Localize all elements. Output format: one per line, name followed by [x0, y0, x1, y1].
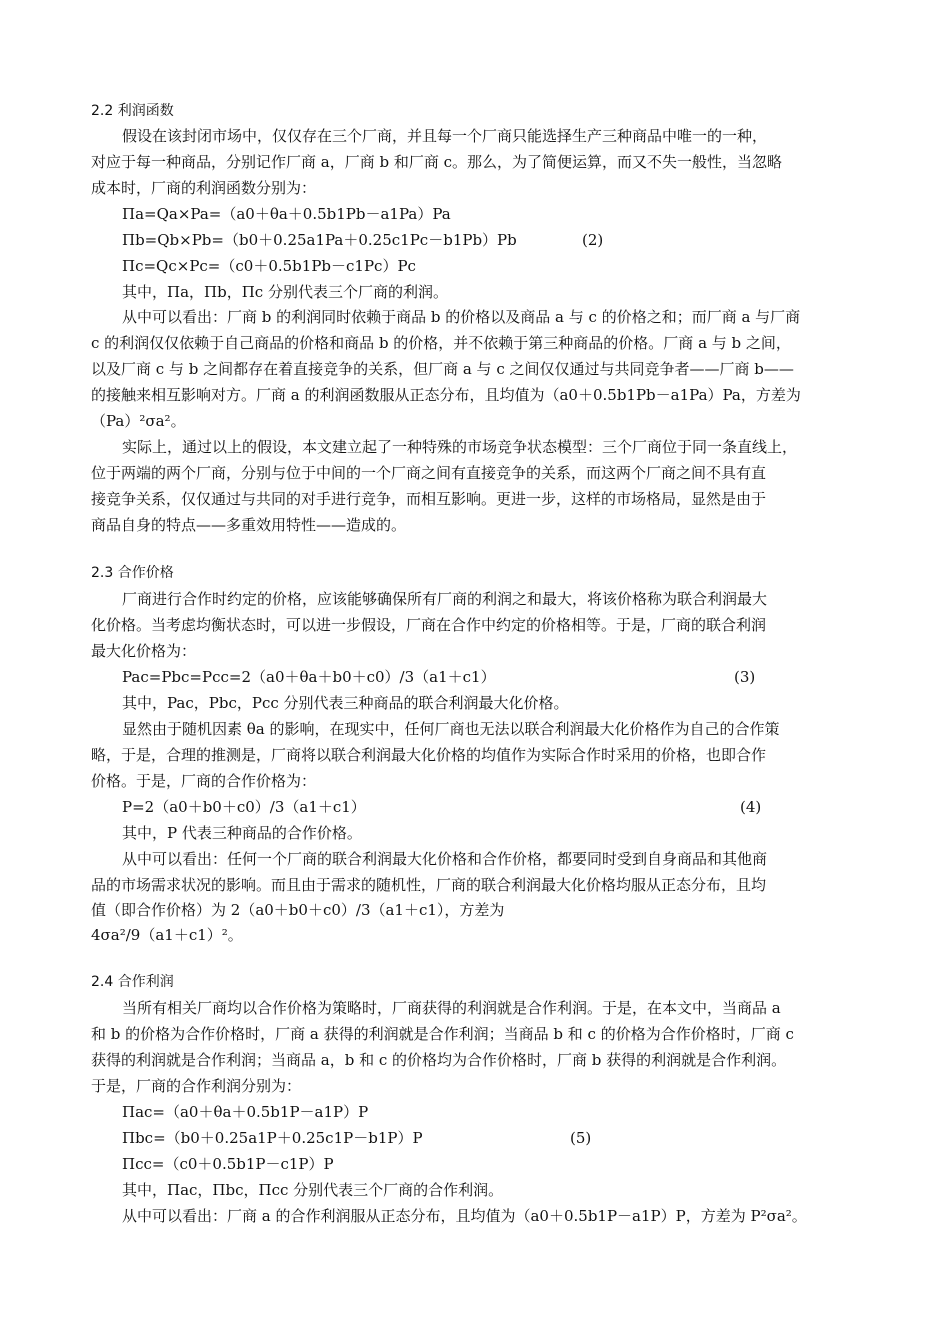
paragraph-line: 以及厂商 c 与 b 之间都存在着直接竞争的关系，但厂商 a 与 c 之间仅仅通过与共同竞争者——厂商 b—— — [91, 360, 794, 378]
paragraph-line: 位于两端的两个厂商，分别与位于中间的一个厂商之间有直接竞争的关系，而这两个厂商之间不具有直 — [91, 464, 767, 482]
paragraph-line: 当所有相关厂商均以合作价格为策略时，厂商获得的利润就是合作利润。于是，在本文中，当商品 a — [122, 999, 781, 1017]
equation: Πc=Qc×Pc=（c0＋0.5b1Pb－c1Pc）Pc — [122, 257, 416, 275]
paragraph-line: 从中可以看出：厂商 a 的合作利润服从正态分布，且均值为（a0＋0.5b1P－a1P）P，方差为 P²σa²。 — [122, 1207, 807, 1225]
paragraph-line: 假设在该封闭市场中，仅仅存在三个厂商，并且每一个厂商只能选择生产三种商品中唯一的一种， — [122, 127, 768, 145]
section-heading: 2.2 利润函数 — [91, 103, 174, 119]
paragraph-line: 的接触来相互影响对方。厂商 a 的利润函数服从正态分布，且均值为（a0＋0.5b1Pb－a1Pa）Pa，方差为 — [91, 386, 801, 404]
paragraph-line: c 的利润仅仅依赖于自己商品的价格和商品 b 的价格，并不依赖于第三种商品的价格。厂商 a 与 b 之间， — [91, 334, 791, 352]
paragraph-line: 显然由于随机因素 θa 的影响，在现实中，任何厂商也无法以联合利润最大化价格作为自己的合作策 — [122, 720, 780, 738]
equation-number: (2) — [582, 231, 604, 249]
paragraph-line: 其中，Πac，Πbc，Πcc 分别代表三个厂商的合作利润。 — [122, 1181, 504, 1199]
paragraph-line: 成本时，厂商的利润函数分别为： — [91, 179, 317, 197]
paragraph-line: 获得的利润就是合作利润；当商品 a，b 和 c 的价格均为合作价格时，厂商 b 获得的利润就是合作利润。 — [91, 1051, 787, 1069]
paragraph-line: （Pa）²σa²。 — [91, 412, 186, 430]
section-heading: 2.4 合作利润 — [91, 974, 174, 990]
paragraph-line: 实际上，通过以上的假设，本文建立起了一种特殊的市场竞争状态模型：三个厂商位于同一条直线上， — [122, 438, 798, 456]
paragraph-line: 厂商进行合作时约定的价格，应该能够确保所有厂商的利润之和最大，将该价格称为联合利润最大 — [122, 590, 768, 608]
equation: Πb=Qb×Pb=（b0＋0.25a1Pa＋0.25c1Pc－b1Pb）Pb — [122, 231, 517, 249]
paragraph-line: 对应于每一种商品，分别记作厂商 a，厂商 b 和厂商 c。那么，为了简便运算，而又不失一般性，当忽略 — [91, 153, 783, 171]
paragraph-line: 价格。于是，厂商的合作价格为： — [91, 772, 317, 790]
equation-number: (5) — [570, 1129, 592, 1147]
equation-number: (3) — [734, 668, 756, 686]
equation: Pac=Pbc=Pcc=2（a0＋θa＋b0＋c0）/3（a1＋c1） — [122, 668, 496, 686]
paragraph-line: 4σa²/9（a1＋c1）²。 — [91, 926, 243, 944]
paragraph-line: 最大化价格为： — [91, 642, 197, 660]
section-heading: 2.3 合作价格 — [91, 565, 174, 581]
paragraph-line: 其中，P 代表三种商品的合作价格。 — [122, 824, 362, 842]
equation: P=2（a0＋b0＋c0）/3（a1＋c1） — [122, 798, 366, 816]
paragraph-line: 商品自身的特点——多重效用特性——造成的。 — [91, 516, 407, 534]
paragraph-line: 品的市场需求状况的影响。而且由于需求的随机性，厂商的联合利润最大化价格均服从正态分布，且均 — [91, 876, 767, 894]
paragraph-line: 略，于是，合理的推测是，厂商将以联合利润最大化价格的均值作为实际合作时采用的价格，也即合作 — [91, 746, 767, 764]
equation-number: (4) — [740, 798, 762, 816]
paragraph-line: 化价格。当考虑均衡状态时，可以进一步假设，厂商在合作中约定的价格相等。于是，厂商的联合利润 — [91, 616, 767, 634]
equation: Πac=（a0＋θa＋0.5b1P－a1P）P — [122, 1103, 369, 1121]
paragraph-line: 从中可以看出：厂商 b 的利润同时依赖于商品 b 的价格以及商品 a 与 c 的价格之和；而厂商 a 与厂商 — [122, 308, 801, 326]
paragraph-line: 值（即合作价格）为 2（a0＋b0＋c0）/3（a1＋c1），方差为 — [91, 901, 505, 919]
paragraph-line: 接竞争关系，仅仅通过与共同的对手进行竞争，而相互影响。更进一步，这样的市场格局，显然是由于 — [91, 490, 767, 508]
paragraph-line: 从中可以看出：任何一个厂商的联合利润最大化价格和合作价格，都要同时受到自身商品和其他商 — [122, 850, 768, 868]
paragraph-line: 和 b 的价格为合作价格时，厂商 a 获得的利润就是合作利润；当商品 b 和 c 的价格为合作价格时，厂商 c — [91, 1025, 794, 1043]
paragraph-line: 于是，厂商的合作利润分别为： — [91, 1077, 302, 1095]
equation: Πcc=（c0＋0.5b1P－c1P）P — [122, 1155, 334, 1173]
paragraph-line: 其中，Πa，Πb，Πc 分别代表三个厂商的利润。 — [122, 283, 448, 301]
paragraph-line: 其中，Pac，Pbc，Pcc 分别代表三种商品的联合利润最大化价格。 — [122, 694, 569, 712]
equation: Πa=Qa×Pa=（a0＋θa＋0.5b1Pb－a1Pa）Pa — [122, 205, 451, 223]
equation: Πbc=（b0＋0.25a1P＋0.25c1P－b1P）P — [122, 1129, 423, 1147]
